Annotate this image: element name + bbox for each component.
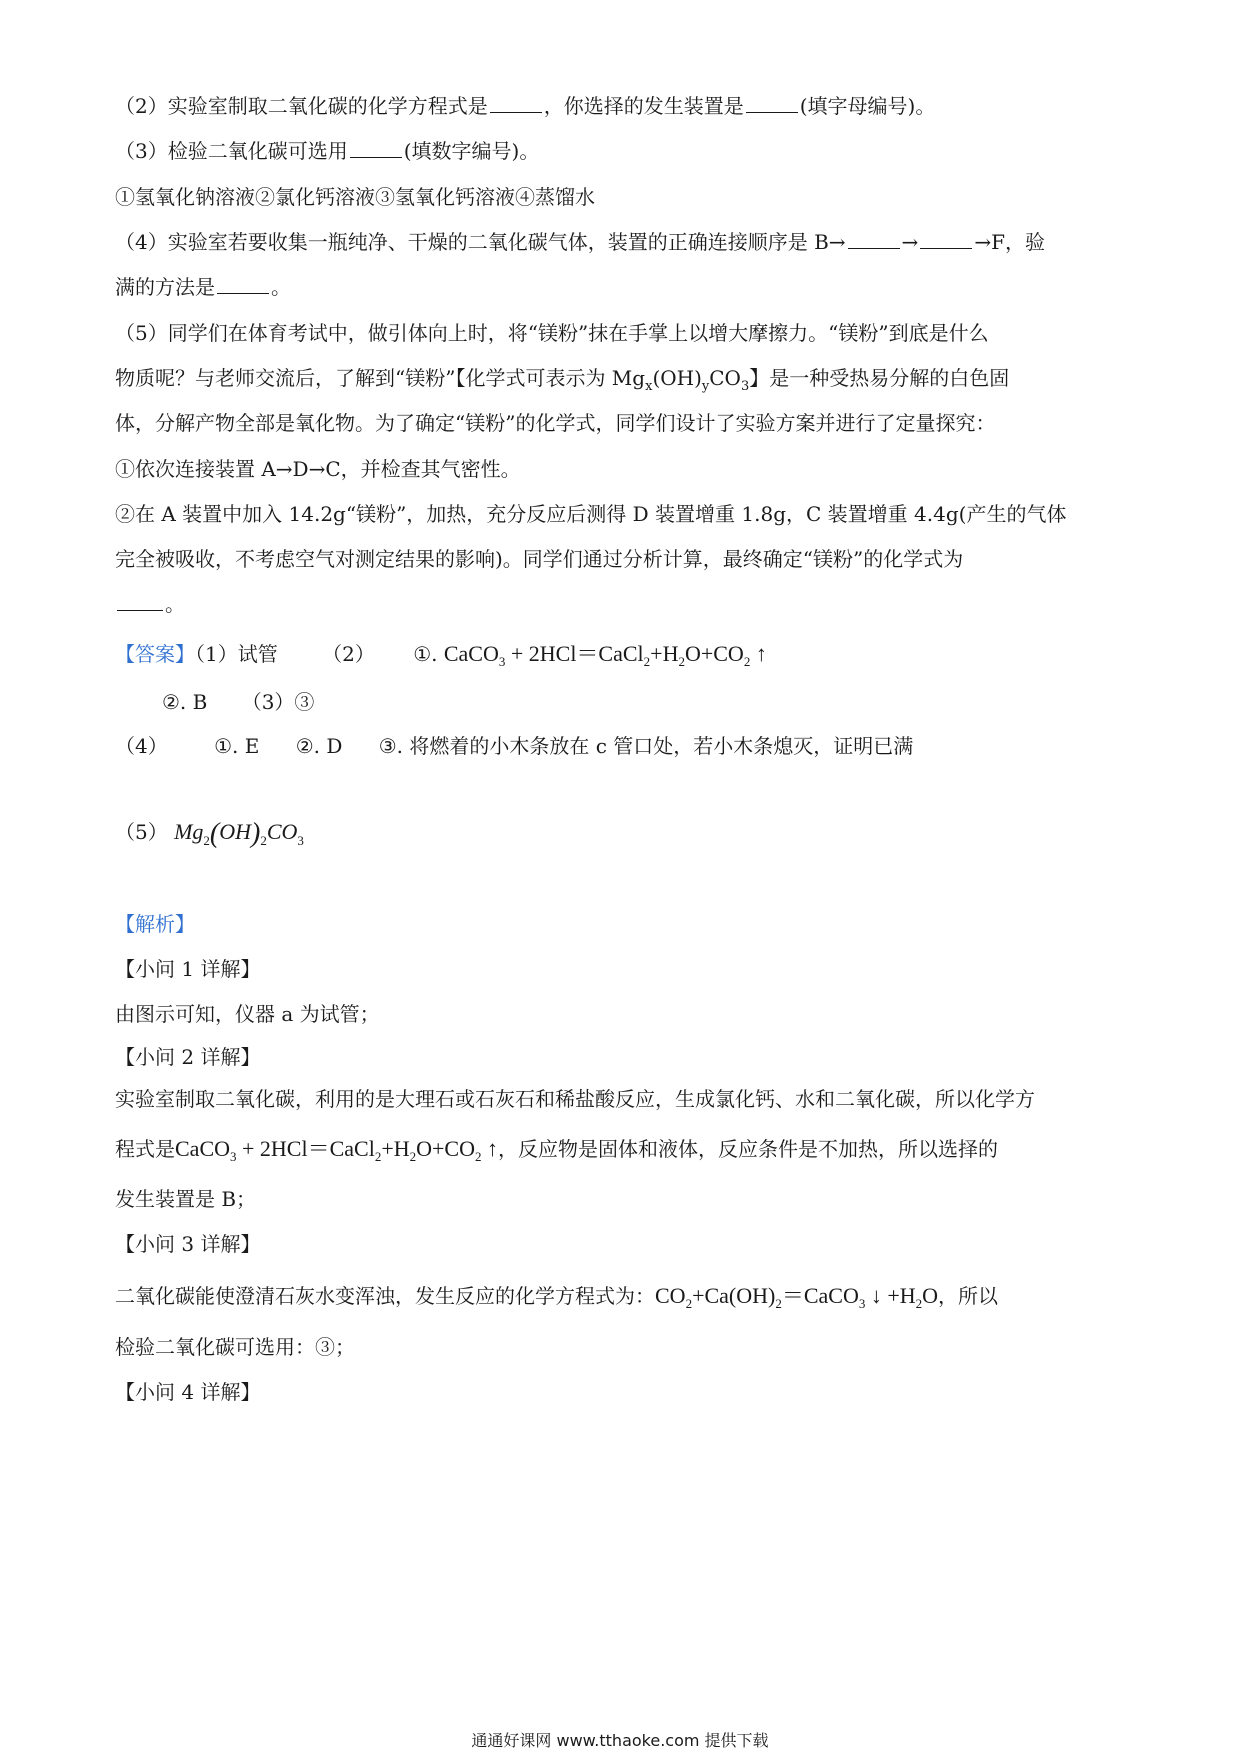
answer-line-3: [115, 732, 913, 760]
q5-line-2: [115, 364, 1009, 401]
co2-reaction-formula: $CO_2+Ca(OH)_2=CaCO_3$ ↓ $+H_2O$: [655, 1283, 939, 1311]
q5-line-1: （5）同学们在体育考试中，做引体向上时，将“镁粉”抹在手掌上以增大摩擦力。“镁粉”到底是什么: [115, 321, 989, 345]
q3-options: ①氢氧化钠溶液②氯化钙溶液③氢氧化钙溶液④蒸馏水: [115, 185, 595, 209]
analysis-text-3a: 二氧化碳能使澄清石灰水变浑浊，发生反应的化学方程式为：$CO_2+Ca(OH)_2=CaCO_3$ ↓ $+H_2O$，所以: [115, 1283, 999, 1311]
q4-text-pre: （4）实验室若要收集一瓶纯净、干燥的二氧化碳气体，装置的正确连接顺序是 B→: [115, 230, 846, 254]
sub-x: x: [645, 379, 653, 394]
analysis-heading-4: 【小问 4 详解】: [115, 1380, 261, 1404]
mg-formula: $Mg_2(OH)_2CO_3$: [174, 818, 304, 849]
answer-2-2: ②. B: [162, 690, 208, 714]
q5-line-2-pre: 物质呢？与老师交流后，了解到“镁粉”【化学式可表示为 Mg: [115, 366, 646, 390]
q2-line: [115, 92, 935, 120]
q2-text-pre: （2）实验室制取二氧化碳的化学方程式是: [115, 94, 488, 118]
q5-step-2a: ②在 A 装置中加入 14.2g“镁粉”，加热，充分反应后测得 D 装置增重 1.8g，C 装置增重 4.4g(产生的气体: [115, 502, 1067, 526]
q5-end: 。: [165, 592, 185, 616]
analysis-text-3b: 检验二氧化碳可选用：③；: [115, 1335, 355, 1359]
answer-line-4: [115, 818, 304, 855]
analysis-text-1: 由图示可知，仪器 a 为试管；: [115, 1002, 380, 1026]
answer-2-1: ①.: [413, 642, 444, 666]
answer-label: 【答案】: [115, 642, 195, 666]
q3-text-post: (填数字编号)。: [403, 139, 540, 163]
answer-2: （2）: [322, 642, 375, 666]
q4b-line: [115, 273, 291, 301]
analysis-text-2b: 程式是CaCO$_3$ + $2HCl=CaCl_2+H_2O+CO_2$ ↑，反应物是固体和液体，反应条件是不加热，所以选择的: [115, 1136, 998, 1164]
analysis-heading-3: 【小问 3 详解】: [115, 1232, 261, 1256]
q4-text-post: →F，验: [974, 230, 1045, 254]
sub-3: 3: [740, 379, 750, 394]
sub-y: y: [701, 379, 710, 394]
q5-line-2-co: CO: [709, 366, 741, 390]
q5-line-3: 体，分解产物全部是氧化物。为了确定“镁粉”的化学式，同学们设计了实验方案并进行了定量探究：: [115, 411, 996, 435]
analysis-heading-1: 【小问 1 详解】: [115, 957, 261, 981]
q2-text-mid: ，你选择的发生装置是: [543, 94, 744, 118]
page-footer: 通通好课网 www.tthaoke.com 提供下载: [471, 1731, 769, 1750]
q5-end-line: [115, 590, 185, 618]
analysis-heading-2: 【小问 2 详解】: [115, 1045, 261, 1069]
answer-line-2: [162, 688, 314, 716]
q5-step-1: ①依次连接装置 A→D→C，并检查其气密性。: [115, 457, 521, 481]
q3-line: [115, 137, 539, 165]
answer-blank: [217, 273, 269, 294]
q5-line-2-mid: (OH): [652, 366, 702, 390]
caco3-reaction-formula: CaCO$_3$ + $2HCl=CaCl_2+H_2O+CO_2$ ↑: [175, 1136, 498, 1164]
q4b-text-pre: 满的方法是: [115, 275, 215, 299]
answer-4-2: ②. D: [295, 734, 343, 758]
answer-line-1: [115, 640, 767, 676]
caco3-reaction-formula: CaCO$_3$ + $2HCl=CaCl_2+H_2O+CO_2$ ↑: [443, 641, 767, 669]
analysis-text-2c: 发生装置是 B；: [115, 1187, 257, 1211]
answer-5: （5）: [115, 820, 168, 844]
answer-4-3: ③. 将燃着的小木条放在 c 管口处，若小木条熄灭，证明已满: [378, 734, 914, 758]
answer-4: （4）: [115, 734, 168, 758]
q3-text-pre: （3）检验二氧化碳可选用: [115, 139, 348, 163]
analysis-text-2a: 实验室制取二氧化碳，利用的是大理石或石灰石和稀盐酸反应，生成氯化钙、水和二氧化碳，所以化学方: [115, 1087, 1035, 1111]
answer-3: （3）③: [241, 690, 315, 714]
q5-line-2-tail: 】是一种受热易分解的白色固: [749, 366, 1010, 390]
answer-blank: [848, 228, 900, 249]
answer-blank: [117, 590, 163, 611]
answer-1: （1）试管: [195, 642, 278, 666]
q4-arrow: →: [901, 230, 919, 254]
q5-step-2b: 完全被吸收，不考虑空气对测定结果的影响)。同学们通过分析计算，最终确定“镁粉”的化学式为: [115, 547, 964, 571]
analysis-label: 【解析】: [115, 912, 195, 936]
answer-blank: [746, 92, 798, 113]
answer-blank: [350, 137, 402, 158]
q4b-text-post: 。: [271, 275, 291, 299]
answer-blank: [490, 92, 542, 113]
q4-line: [115, 228, 1045, 256]
answer-blank: [920, 228, 972, 249]
q2-text-post: (填字母编号)。: [799, 94, 936, 118]
answer-4-1: ①. E: [214, 734, 260, 758]
